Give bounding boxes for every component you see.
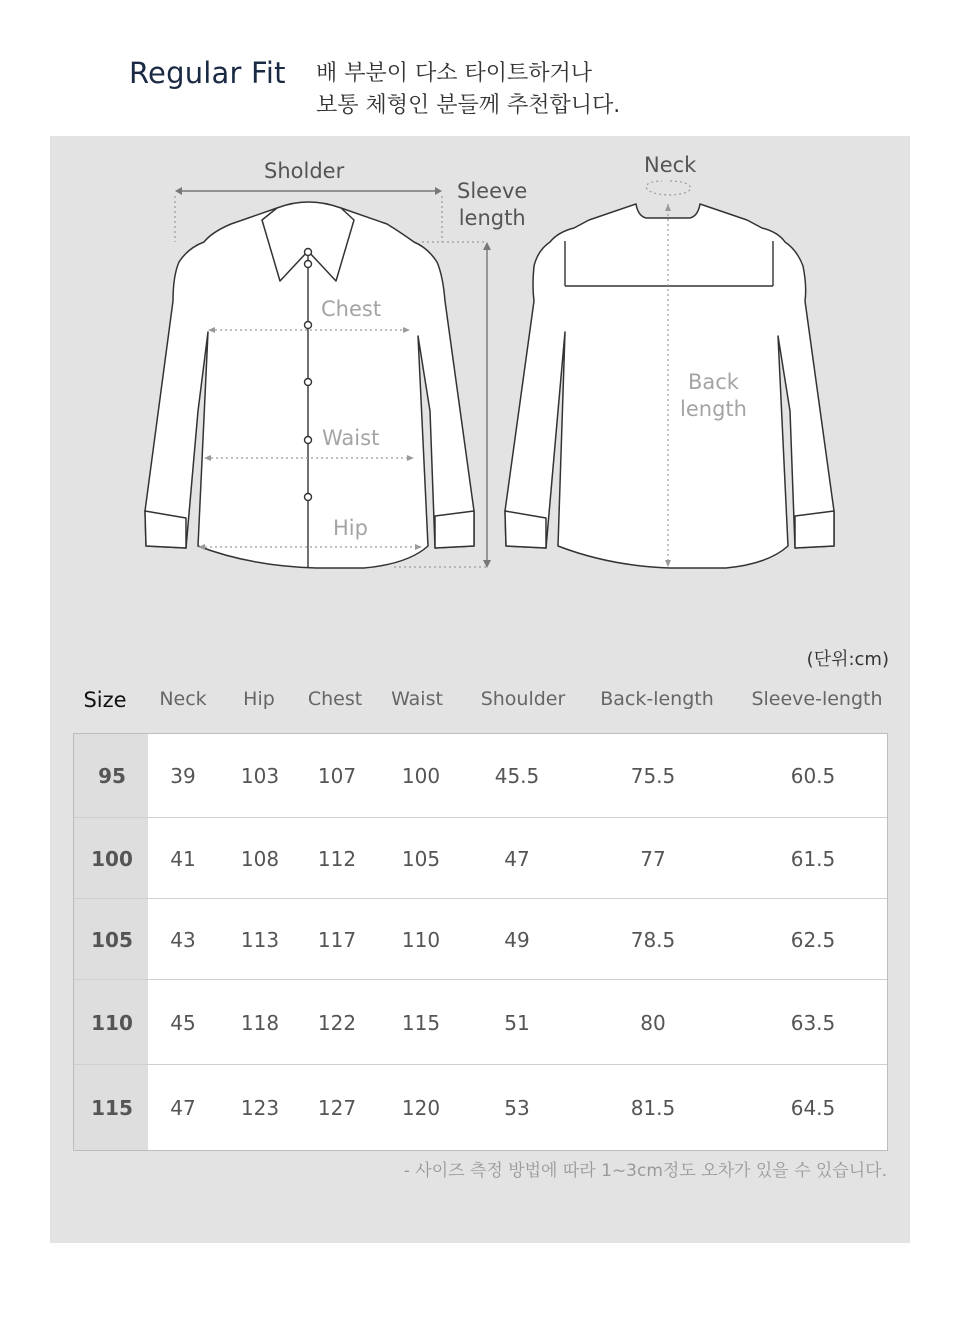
- button: [305, 494, 312, 501]
- cell-size: 110: [91, 1010, 133, 1035]
- cell-waist: 115: [401, 1010, 441, 1035]
- hip-label: Hip: [333, 516, 368, 540]
- cell-shoulder: 49: [504, 927, 530, 952]
- header-back-length: Back-length: [600, 688, 714, 710]
- desc-line-2: 보통 체형인 분들께 추천합니다.: [316, 93, 621, 118]
- cell-sleeve-length: 63.5: [790, 1010, 836, 1035]
- table-header: [73, 688, 888, 724]
- cell-waist: 100: [401, 763, 441, 788]
- cell-sleeve-length: 60.5: [790, 763, 836, 788]
- fit-description: [316, 58, 620, 122]
- cell-back-length: 75.5: [630, 763, 676, 788]
- cell-back-length: 81.5: [630, 1096, 676, 1120]
- cell-chest: 117: [317, 927, 357, 952]
- cell-back-length: 78.5: [630, 927, 676, 952]
- front-cuff-right: [435, 511, 474, 548]
- header-size: Size: [83, 688, 127, 712]
- cell-shoulder: 47: [504, 846, 530, 871]
- cell-chest: 127: [317, 1096, 357, 1120]
- table-row: [74, 734, 887, 817]
- button: [305, 437, 312, 444]
- cell-size: 100: [91, 846, 133, 871]
- cell-shoulder: 45.5: [494, 763, 540, 788]
- neck-label: Neck: [644, 153, 697, 177]
- sleeve-label-line-1: Sleeve: [457, 179, 528, 203]
- sleeve-label-line-2: length: [458, 206, 526, 230]
- cell-sleeve-length: 64.5: [790, 1096, 836, 1120]
- back-label-line-2: length: [680, 397, 747, 421]
- shoulder-label: Sholder: [264, 159, 345, 183]
- header-shoulder: Shoulder: [480, 688, 566, 710]
- cell-hip: 113: [240, 927, 280, 952]
- front-cuff-left: [145, 511, 186, 548]
- fit-title: Regular Fit: [129, 56, 286, 90]
- cell-neck: 41: [170, 846, 196, 871]
- header-chest: Chest: [307, 688, 363, 710]
- cell-hip: 123: [240, 1096, 280, 1120]
- cell-chest: 112: [317, 846, 357, 871]
- cell-chest: 122: [317, 1010, 357, 1035]
- back-length-label: [680, 369, 747, 423]
- cell-size: 115: [91, 1096, 133, 1120]
- header-hip: Hip: [243, 688, 275, 710]
- sleeve-length-label: [457, 178, 527, 232]
- waist-label: Waist: [322, 426, 380, 450]
- table-row: [74, 817, 887, 899]
- cell-waist: 105: [401, 846, 441, 871]
- size-guide-panel: [50, 136, 910, 1243]
- cell-back-length: 80: [640, 1010, 666, 1035]
- table-row: [74, 979, 887, 1065]
- cell-hip: 118: [240, 1010, 280, 1035]
- cell-size: 105: [91, 927, 133, 952]
- header-waist: Waist: [391, 688, 443, 710]
- cell-waist: 120: [401, 1096, 441, 1120]
- cell-sleeve-length: 61.5: [790, 846, 836, 871]
- cell-neck: 45: [170, 1010, 196, 1035]
- cell-hip: 103: [240, 763, 280, 788]
- desc-line-1: 배 부분이 다소 타이트하거나: [316, 61, 593, 86]
- button: [305, 379, 312, 386]
- cell-back-length: 77: [640, 846, 666, 871]
- cell-shoulder: 53: [504, 1096, 530, 1120]
- button: [305, 261, 312, 268]
- back-label-line-1: Back: [687, 370, 739, 394]
- back-cuff-left: [505, 511, 546, 548]
- table-row: [74, 1064, 887, 1151]
- button: [305, 249, 312, 256]
- back-shirt-body: [505, 204, 834, 568]
- cell-neck: 43: [170, 927, 196, 952]
- header-neck: Neck: [159, 688, 207, 710]
- back-cuff-right: [795, 511, 834, 548]
- measurement-note: - 사이즈 측정 방법에 따라 1~3cm정도 오차가 있을 수 있습니다.: [403, 1161, 887, 1181]
- cell-waist: 110: [401, 927, 441, 952]
- size-table: [73, 733, 888, 1151]
- header-sleeve-length: Sleeve-length: [751, 688, 883, 710]
- table-row: [74, 898, 887, 980]
- cell-size: 95: [98, 763, 126, 788]
- cell-chest: 107: [317, 763, 357, 788]
- unit-label: (단위:cm): [806, 649, 889, 670]
- cell-hip: 108: [240, 846, 280, 871]
- cell-sleeve-length: 62.5: [790, 927, 836, 952]
- cell-neck: 39: [170, 763, 196, 788]
- cell-shoulder: 51: [504, 1010, 530, 1035]
- cell-neck: 47: [170, 1096, 196, 1120]
- chest-label: Chest: [321, 297, 382, 321]
- button: [305, 322, 312, 329]
